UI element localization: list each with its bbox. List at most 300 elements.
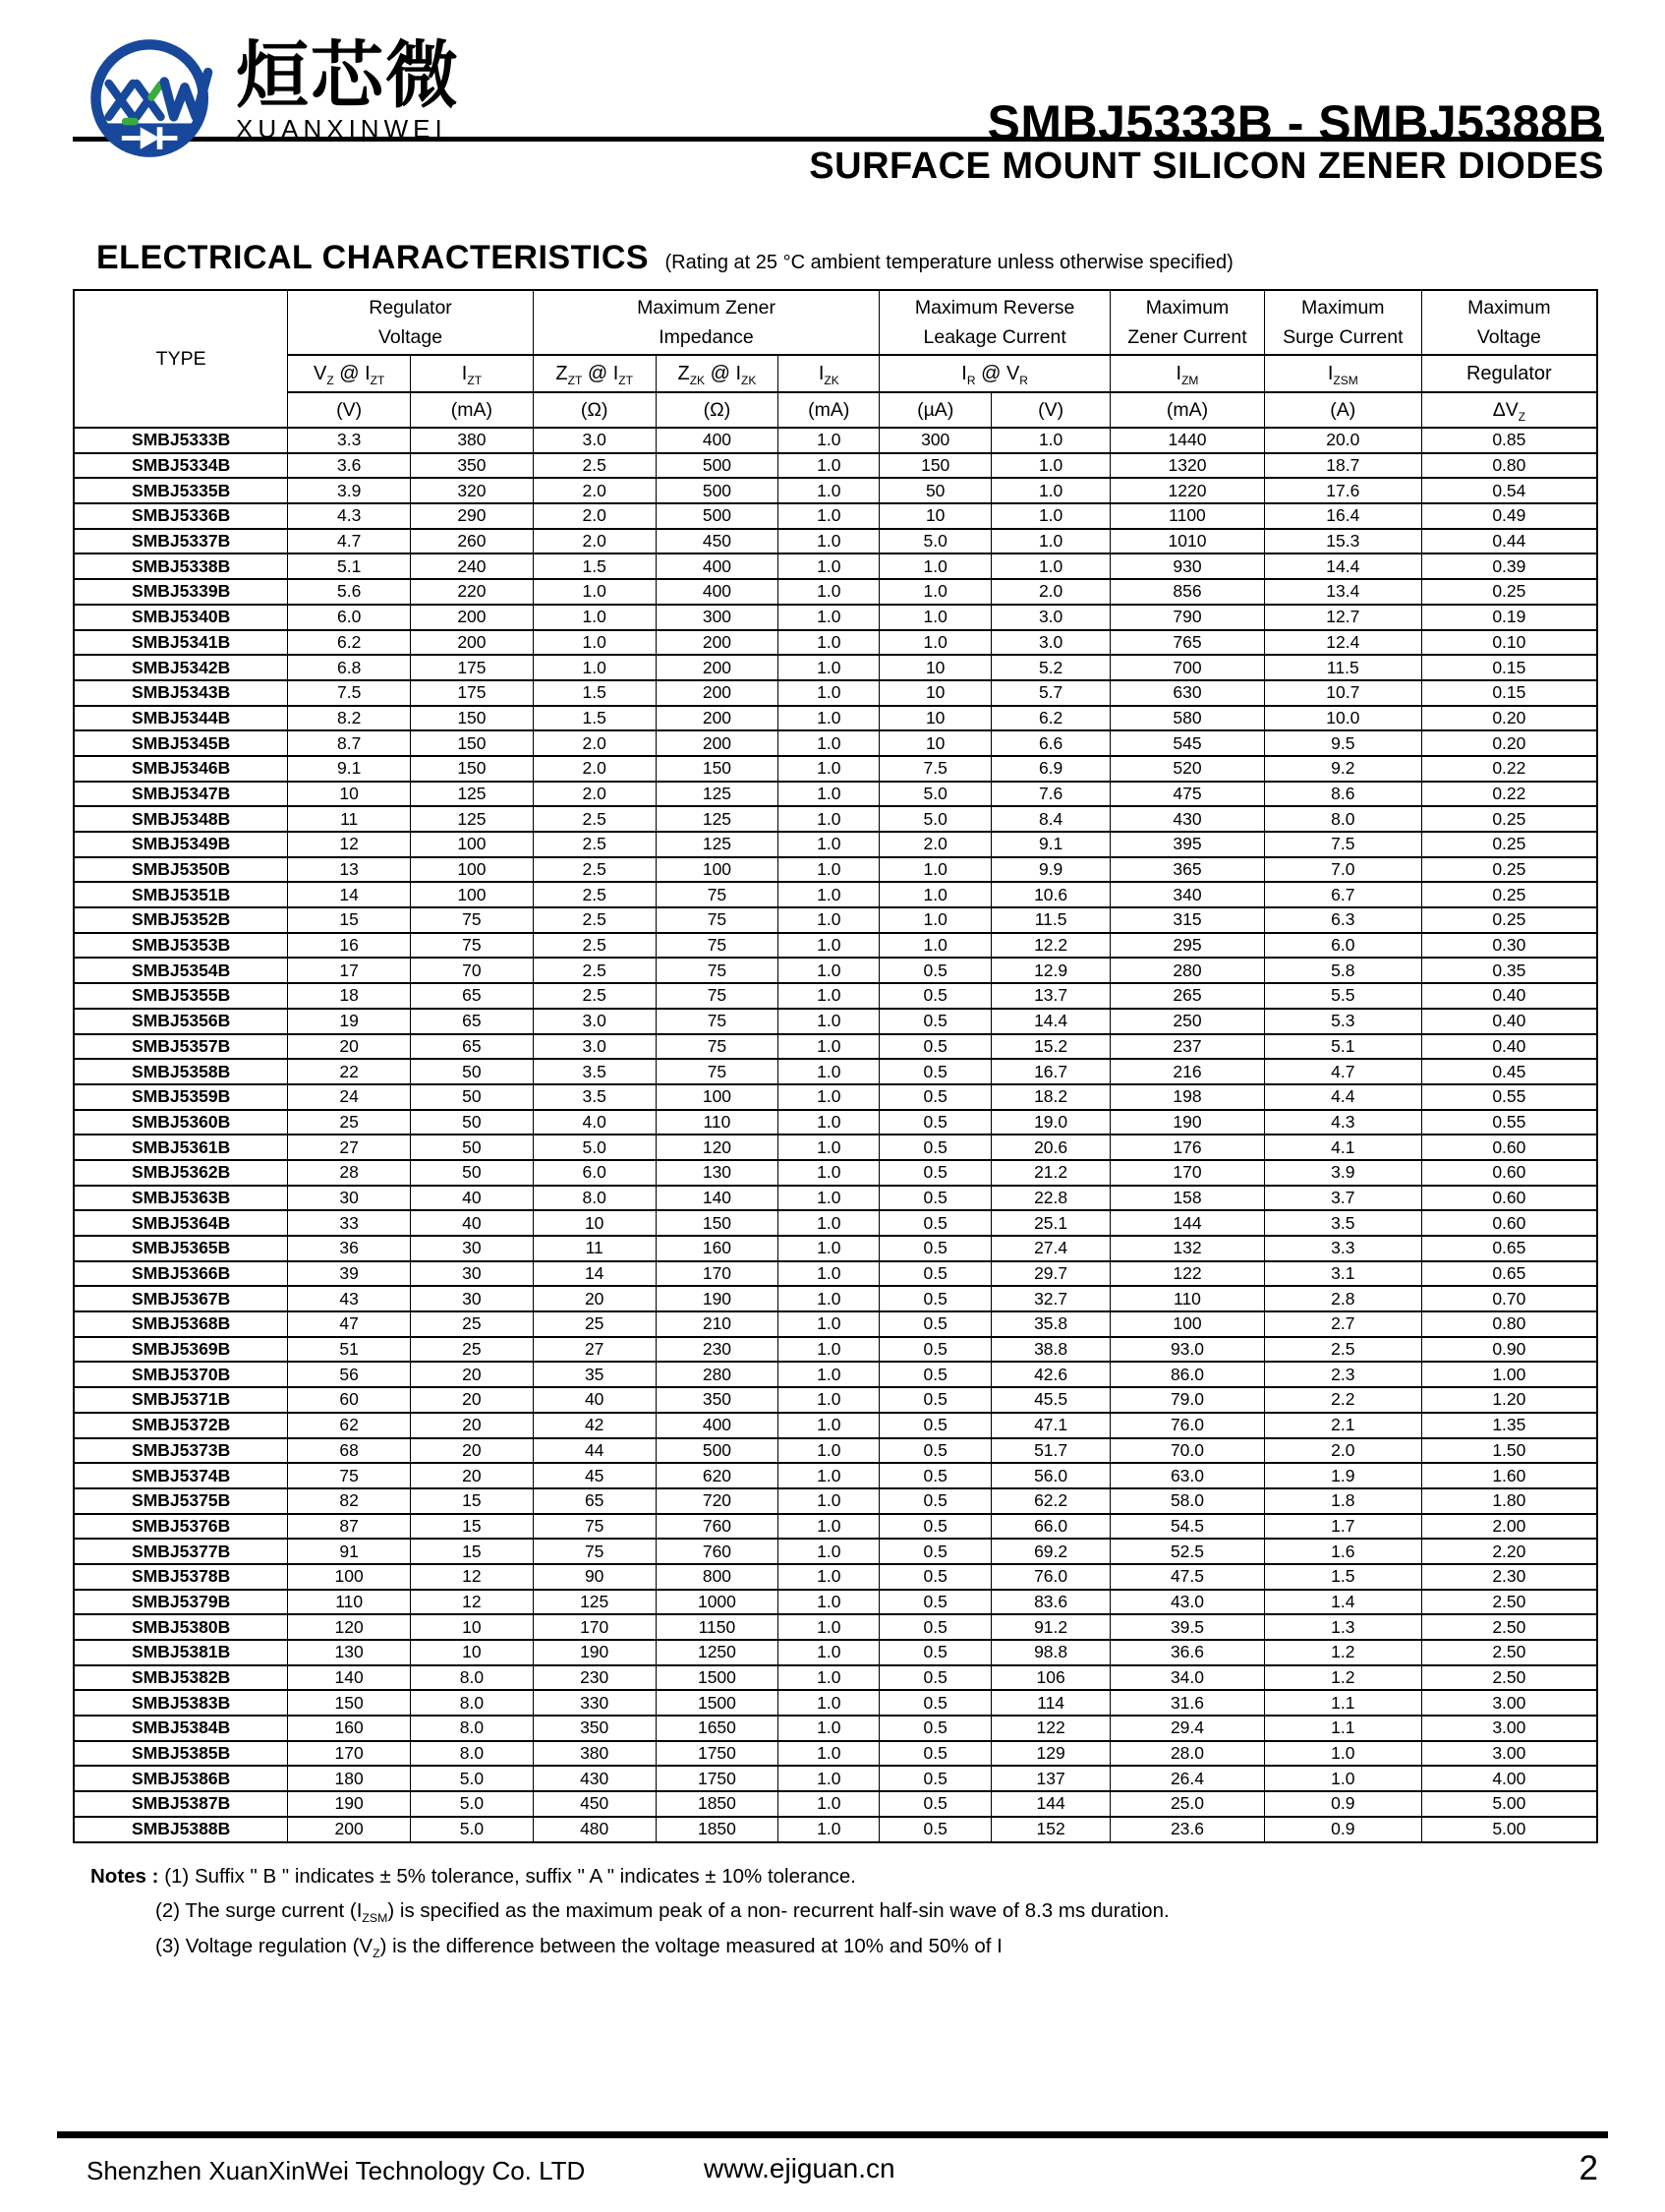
value-cell: 52.5	[1111, 1539, 1265, 1564]
value-cell: 9.1	[288, 756, 411, 782]
value-cell: 1.0	[778, 1690, 880, 1716]
value-cell: 45.5	[992, 1387, 1111, 1413]
value-cell: 58.0	[1111, 1488, 1265, 1514]
table-row	[74, 453, 1597, 479]
value-cell: 1250	[656, 1640, 778, 1665]
value-cell: 25	[533, 1311, 656, 1337]
value-cell: 10	[880, 706, 992, 731]
value-cell: 5.0	[880, 782, 992, 807]
company-logo	[73, 33, 460, 163]
rating-note: (Rating at 25 °C ambient temperature unless otherwise specified)	[664, 252, 1234, 273]
value-cell: 47.5	[1111, 1564, 1265, 1590]
value-cell: 75	[533, 1539, 656, 1564]
value-cell: 395	[1111, 832, 1265, 857]
value-cell: 2.5	[533, 453, 656, 479]
value-cell: 240	[411, 553, 534, 579]
value-cell: 62	[288, 1413, 411, 1438]
value-cell: 1.0	[992, 453, 1111, 479]
value-cell: 0.25	[1421, 907, 1597, 933]
value-cell: 1.0	[992, 428, 1111, 453]
value-cell: 30	[411, 1261, 534, 1287]
type-cell: SMBJ5342B	[74, 655, 288, 680]
value-cell: 1.35	[1421, 1413, 1597, 1438]
symbol-zzk-izk: $Z_{ZK}$ @ $I_{ZK}$	[656, 355, 778, 392]
value-cell: 23.6	[1111, 1817, 1265, 1842]
value-cell: 1.0	[880, 605, 992, 630]
value-cell: 0.5	[880, 1791, 992, 1817]
value-cell: 1.80	[1421, 1488, 1597, 1514]
value-cell: 5.1	[288, 553, 411, 579]
value-cell: 0.5	[880, 1009, 992, 1034]
value-cell: 1.0	[778, 832, 880, 857]
value-cell: 160	[656, 1236, 778, 1261]
value-cell: 10	[411, 1614, 534, 1640]
group-max-zener-current	[1111, 290, 1265, 355]
value-cell: 1.0	[778, 1514, 880, 1540]
value-cell: 1.0	[778, 1236, 880, 1261]
table-row	[74, 1791, 1597, 1817]
value-cell: 0.5	[880, 1463, 992, 1488]
type-cell: SMBJ5370B	[74, 1362, 288, 1387]
value-cell: 10	[880, 680, 992, 706]
value-cell: 0.15	[1421, 680, 1597, 706]
value-cell: 0.5	[880, 1817, 992, 1842]
value-cell: 28	[288, 1160, 411, 1186]
value-cell: 8.2	[288, 706, 411, 731]
value-cell: 1.0	[992, 503, 1111, 529]
table-row	[74, 1186, 1597, 1211]
table-row	[74, 1009, 1597, 1034]
value-cell: 2.20	[1421, 1539, 1597, 1564]
group-max-zener-impedance	[533, 290, 879, 355]
notes-block	[90, 1859, 1665, 1965]
value-cell: 3.5	[1264, 1210, 1421, 1236]
table-row	[74, 1741, 1597, 1767]
value-cell: 1220	[1111, 478, 1265, 503]
value-cell: 132	[1111, 1236, 1265, 1261]
value-cell: 1.0	[778, 1488, 880, 1514]
value-cell: 2.5	[533, 907, 656, 933]
value-cell: 10.7	[1264, 680, 1421, 706]
value-cell: 0.5	[880, 1488, 992, 1514]
value-cell: 3.9	[288, 478, 411, 503]
value-cell: 8.0	[1264, 806, 1421, 832]
value-cell: 2.1	[1264, 1413, 1421, 1438]
type-cell: SMBJ5338B	[74, 553, 288, 579]
value-cell: 3.6	[288, 453, 411, 479]
type-cell: SMBJ5348B	[74, 806, 288, 832]
value-cell: 1500	[656, 1665, 778, 1691]
value-cell: 5.00	[1421, 1791, 1597, 1817]
value-cell: 9.1	[992, 832, 1111, 857]
value-cell: 8.6	[1264, 782, 1421, 807]
value-cell: 91.2	[992, 1614, 1111, 1640]
type-cell: SMBJ5365B	[74, 1236, 288, 1261]
value-cell: 7.6	[992, 782, 1111, 807]
value-cell: 0.25	[1421, 579, 1597, 605]
value-cell: 122	[1111, 1261, 1265, 1287]
value-cell: 27	[288, 1135, 411, 1160]
value-cell: 12.7	[1264, 605, 1421, 630]
value-cell: 8.0	[411, 1690, 534, 1716]
value-cell: 0.5	[880, 1590, 992, 1615]
value-cell: 40	[533, 1387, 656, 1413]
value-cell: 50	[411, 1059, 534, 1084]
value-cell: 12	[288, 832, 411, 857]
type-cell: SMBJ5368B	[74, 1311, 288, 1337]
type-cell: SMBJ5375B	[74, 1488, 288, 1514]
value-cell: 1440	[1111, 428, 1265, 453]
table-row	[74, 1286, 1597, 1311]
type-cell: SMBJ5334B	[74, 453, 288, 479]
value-cell: 5.0	[411, 1817, 534, 1842]
value-cell: 8.7	[288, 730, 411, 756]
value-cell: 20	[288, 1034, 411, 1060]
value-cell: 1.0	[778, 1009, 880, 1034]
value-cell: 100	[656, 857, 778, 883]
value-cell: 4.4	[1264, 1084, 1421, 1110]
value-cell: 11.5	[992, 907, 1111, 933]
value-cell: 450	[656, 529, 778, 554]
value-cell: 2.0	[992, 579, 1111, 605]
value-cell: 1.0	[778, 1791, 880, 1817]
value-cell: 1.2	[1264, 1640, 1421, 1665]
value-cell: 340	[1111, 882, 1265, 907]
value-cell: 200	[656, 680, 778, 706]
value-cell: 300	[656, 605, 778, 630]
type-cell: SMBJ5346B	[74, 756, 288, 782]
value-cell: 8.0	[411, 1741, 534, 1767]
value-cell: 1750	[656, 1741, 778, 1767]
value-cell: 27.4	[992, 1236, 1111, 1261]
value-cell: 0.22	[1421, 756, 1597, 782]
value-cell: 20	[411, 1362, 534, 1387]
value-cell: 30	[288, 1186, 411, 1211]
group-label: Maximum Reverse	[914, 296, 1075, 319]
value-cell: 43.0	[1111, 1590, 1265, 1615]
value-cell: 6.0	[288, 605, 411, 630]
value-cell: 75	[656, 933, 778, 959]
table-row	[74, 529, 1597, 554]
type-cell: SMBJ5359B	[74, 1084, 288, 1110]
value-cell: 2.0	[533, 503, 656, 529]
value-cell: 98.8	[992, 1640, 1111, 1665]
value-cell: 1.0	[533, 630, 656, 656]
value-cell: 14	[533, 1261, 656, 1287]
value-cell: 1.20	[1421, 1387, 1597, 1413]
type-cell: SMBJ5354B	[74, 958, 288, 983]
value-cell: 6.9	[992, 756, 1111, 782]
value-cell: 9.5	[1264, 730, 1421, 756]
value-cell: 0.80	[1421, 453, 1597, 479]
value-cell: 1.0	[778, 1135, 880, 1160]
value-cell: 39.5	[1111, 1614, 1265, 1640]
value-cell: 75	[656, 882, 778, 907]
value-cell: 69.2	[992, 1539, 1111, 1564]
value-cell: 1.0	[778, 529, 880, 554]
value-cell: 13.4	[1264, 579, 1421, 605]
value-cell: 4.7	[288, 529, 411, 554]
type-cell: SMBJ5387B	[74, 1791, 288, 1817]
value-cell: 2.00	[1421, 1514, 1597, 1540]
value-cell: 0.55	[1421, 1084, 1597, 1110]
value-cell: 1.0	[778, 933, 880, 959]
value-cell: 50	[411, 1160, 534, 1186]
value-cell: 100	[411, 832, 534, 857]
type-cell: SMBJ5364B	[74, 1210, 288, 1236]
value-cell: 1.5	[533, 553, 656, 579]
value-cell: 3.3	[288, 428, 411, 453]
table-row	[74, 933, 1597, 959]
value-cell: 2.8	[1264, 1286, 1421, 1311]
value-cell: 2.0	[533, 730, 656, 756]
value-cell: 11	[288, 806, 411, 832]
table-row	[74, 1539, 1597, 1564]
value-cell: 65	[533, 1488, 656, 1514]
value-cell: 430	[533, 1766, 656, 1791]
value-cell: 0.25	[1421, 857, 1597, 883]
table-row	[74, 857, 1597, 883]
value-cell: 9.2	[1264, 756, 1421, 782]
value-cell: 10.6	[992, 882, 1111, 907]
value-cell: 42	[533, 1413, 656, 1438]
value-cell: 0.60	[1421, 1210, 1597, 1236]
value-cell: 190	[288, 1791, 411, 1817]
value-cell: 2.5	[1264, 1337, 1421, 1363]
value-cell: 75	[656, 958, 778, 983]
value-cell: 10	[288, 782, 411, 807]
type-cell: SMBJ5382B	[74, 1665, 288, 1691]
value-cell: 36	[288, 1236, 411, 1261]
value-cell: 7.5	[1264, 832, 1421, 857]
value-cell: 0.55	[1421, 1110, 1597, 1135]
value-cell: 36.6	[1111, 1640, 1265, 1665]
value-cell: 200	[656, 655, 778, 680]
value-cell: 15.3	[1264, 529, 1421, 554]
group-label: Zener Current	[1127, 326, 1247, 348]
value-cell: 0.45	[1421, 1059, 1597, 1084]
value-cell: 1.5	[533, 680, 656, 706]
note-line-3: (3) Voltage regulation $(V_Z)$ is the difference between the voltage measured at 10% and 50% of I	[155, 1935, 1003, 1961]
value-cell: 1.0	[778, 1413, 880, 1438]
col-header-type: TYPE	[74, 290, 288, 428]
value-cell: 19.0	[992, 1110, 1111, 1135]
group-label: Maximum	[1145, 296, 1230, 319]
value-cell: 50	[411, 1084, 534, 1110]
value-cell: 0.15	[1421, 655, 1597, 680]
value-cell: 2.50	[1421, 1614, 1597, 1640]
value-cell: 790	[1111, 605, 1265, 630]
value-cell: 5.3	[1264, 1009, 1421, 1034]
value-cell: 0.39	[1421, 553, 1597, 579]
value-cell: 125	[656, 806, 778, 832]
value-cell: 1.0	[1264, 1741, 1421, 1767]
value-cell: 125	[533, 1590, 656, 1615]
table-row	[74, 605, 1597, 630]
value-cell: 35	[533, 1362, 656, 1387]
value-cell: 1.9	[1264, 1463, 1421, 1488]
value-cell: 34.0	[1111, 1665, 1265, 1691]
value-cell: 76.0	[992, 1564, 1111, 1590]
value-cell: 75	[656, 1059, 778, 1084]
value-cell: 1.0	[778, 1716, 880, 1741]
type-cell: SMBJ5360B	[74, 1110, 288, 1135]
value-cell: 1.0	[992, 478, 1111, 503]
value-cell: 220	[411, 579, 534, 605]
value-cell: 60	[288, 1387, 411, 1413]
symbol-izm: $I_{ZM}$	[1111, 355, 1265, 392]
value-cell: 144	[1111, 1210, 1265, 1236]
value-cell: 5.0	[880, 529, 992, 554]
value-cell: 5.2	[992, 655, 1111, 680]
value-cell: 3.7	[1264, 1186, 1421, 1211]
value-cell: 91	[288, 1539, 411, 1564]
value-cell: 1.0	[778, 756, 880, 782]
value-cell: 106	[992, 1665, 1111, 1691]
value-cell: 38.8	[992, 1337, 1111, 1363]
value-cell: 3.00	[1421, 1690, 1597, 1716]
unit-ma: (mA)	[411, 392, 534, 428]
value-cell: 17.6	[1264, 478, 1421, 503]
value-cell: 180	[288, 1766, 411, 1791]
value-cell: 65	[411, 1009, 534, 1034]
value-cell: 2.50	[1421, 1665, 1597, 1691]
value-cell: 2.5	[533, 958, 656, 983]
value-cell: 176	[1111, 1135, 1265, 1160]
value-cell: 6.2	[992, 706, 1111, 731]
table-row	[74, 882, 1597, 907]
value-cell: 216	[1111, 1059, 1265, 1084]
value-cell: 0.5	[880, 1690, 992, 1716]
value-cell: 1.0	[778, 553, 880, 579]
table-row	[74, 1690, 1597, 1716]
table-row	[74, 1514, 1597, 1540]
value-cell: 250	[1111, 1009, 1265, 1034]
value-cell: 0.5	[880, 1034, 992, 1060]
table-row	[74, 1210, 1597, 1236]
value-cell: 4.3	[288, 503, 411, 529]
value-cell: 16.4	[1264, 503, 1421, 529]
value-cell: 0.10	[1421, 630, 1597, 656]
type-cell: SMBJ5367B	[74, 1286, 288, 1311]
note-line-2: (2) The surge current $(I_{ZSM})$ is specified as the maximum peak of a non- recurrent half-sin wave of 8.3 ms duration.	[155, 1899, 1170, 1926]
unit-ohm: (Ω)	[533, 392, 656, 428]
value-cell: 0.5	[880, 1362, 992, 1387]
part-number-title: SMBJ5333B - SMBJ5388B	[987, 95, 1604, 150]
value-cell: 1.0	[533, 579, 656, 605]
value-cell: 1.0	[778, 428, 880, 453]
value-cell: 3.3	[1264, 1236, 1421, 1261]
type-cell: SMBJ5374B	[74, 1463, 288, 1488]
type-cell: SMBJ5333B	[74, 428, 288, 453]
value-cell: 1.0	[778, 1160, 880, 1186]
value-cell: 1.0	[880, 630, 992, 656]
type-cell: SMBJ5357B	[74, 1034, 288, 1060]
value-cell: 150	[880, 453, 992, 479]
value-cell: 25.0	[1111, 1791, 1265, 1817]
value-cell: 0.80	[1421, 1311, 1597, 1337]
group-label: Regulator	[369, 296, 452, 319]
value-cell: 13.7	[992, 983, 1111, 1009]
value-cell: 500	[656, 453, 778, 479]
value-cell: 3.00	[1421, 1716, 1597, 1741]
value-cell: 0.5	[880, 1236, 992, 1261]
header-unit-row	[74, 392, 1597, 428]
value-cell: 75	[411, 907, 534, 933]
value-cell: 150	[288, 1690, 411, 1716]
value-cell: 290	[411, 503, 534, 529]
value-cell: 856	[1111, 579, 1265, 605]
symbol-vz-izt: $V_Z$ @ $I_{ZT}$	[288, 355, 411, 392]
value-cell: 39	[288, 1261, 411, 1287]
type-cell: SMBJ5384B	[74, 1716, 288, 1741]
value-cell: 20.0	[1264, 428, 1421, 453]
table-row	[74, 1488, 1597, 1514]
value-cell: 0.5	[880, 1413, 992, 1438]
value-cell: 144	[992, 1791, 1111, 1817]
value-cell: 1.6	[1264, 1539, 1421, 1564]
type-cell: SMBJ5356B	[74, 1009, 288, 1034]
value-cell: 1.0	[992, 529, 1111, 554]
value-cell: 0.5	[880, 1059, 992, 1084]
header-symbol-row	[74, 355, 1597, 392]
section-title: ELECTRICAL CHARACTERISTICS	[96, 239, 650, 276]
value-cell: 15.2	[992, 1034, 1111, 1060]
value-cell: 0.5	[880, 1337, 992, 1363]
value-cell: 0.65	[1421, 1261, 1597, 1287]
table-row	[74, 1135, 1597, 1160]
table-header	[74, 290, 1597, 428]
value-cell: 150	[656, 756, 778, 782]
value-cell: 1.0	[778, 579, 880, 605]
value-cell: 6.7	[1264, 882, 1421, 907]
value-cell: 75	[288, 1463, 411, 1488]
value-cell: 1.0	[778, 1438, 880, 1464]
value-cell: 2.0	[880, 832, 992, 857]
type-cell: SMBJ5340B	[74, 605, 288, 630]
value-cell: 12	[411, 1564, 534, 1590]
value-cell: 2.0	[1264, 1438, 1421, 1464]
table-row	[74, 1387, 1597, 1413]
value-cell: 200	[656, 630, 778, 656]
value-cell: 110	[288, 1590, 411, 1615]
value-cell: 100	[411, 857, 534, 883]
value-cell: 5.5	[1264, 983, 1421, 1009]
value-cell: 140	[656, 1186, 778, 1211]
value-cell: 4.00	[1421, 1766, 1597, 1791]
footer-company: Shenzhen XuanXinWei Technology Co. LTD	[86, 2156, 586, 2185]
value-cell: 1000	[656, 1590, 778, 1615]
value-cell: 1.0	[778, 605, 880, 630]
table-row	[74, 1337, 1597, 1363]
value-cell: 21.2	[992, 1160, 1111, 1186]
value-cell: 114	[992, 1690, 1111, 1716]
value-cell: 1.0	[778, 453, 880, 479]
value-cell: 0.49	[1421, 503, 1597, 529]
value-cell: 2.50	[1421, 1640, 1597, 1665]
value-cell: 2.0	[533, 478, 656, 503]
value-cell: 0.5	[880, 1665, 992, 1691]
value-cell: 33	[288, 1210, 411, 1236]
footer-divider	[57, 2131, 1608, 2138]
type-cell: SMBJ5366B	[74, 1261, 288, 1287]
value-cell: 10	[533, 1210, 656, 1236]
value-cell: 15	[411, 1488, 534, 1514]
value-cell: 210	[656, 1311, 778, 1337]
value-cell: 16.7	[992, 1059, 1111, 1084]
value-cell: 0.5	[880, 1640, 992, 1665]
value-cell: 930	[1111, 553, 1265, 579]
